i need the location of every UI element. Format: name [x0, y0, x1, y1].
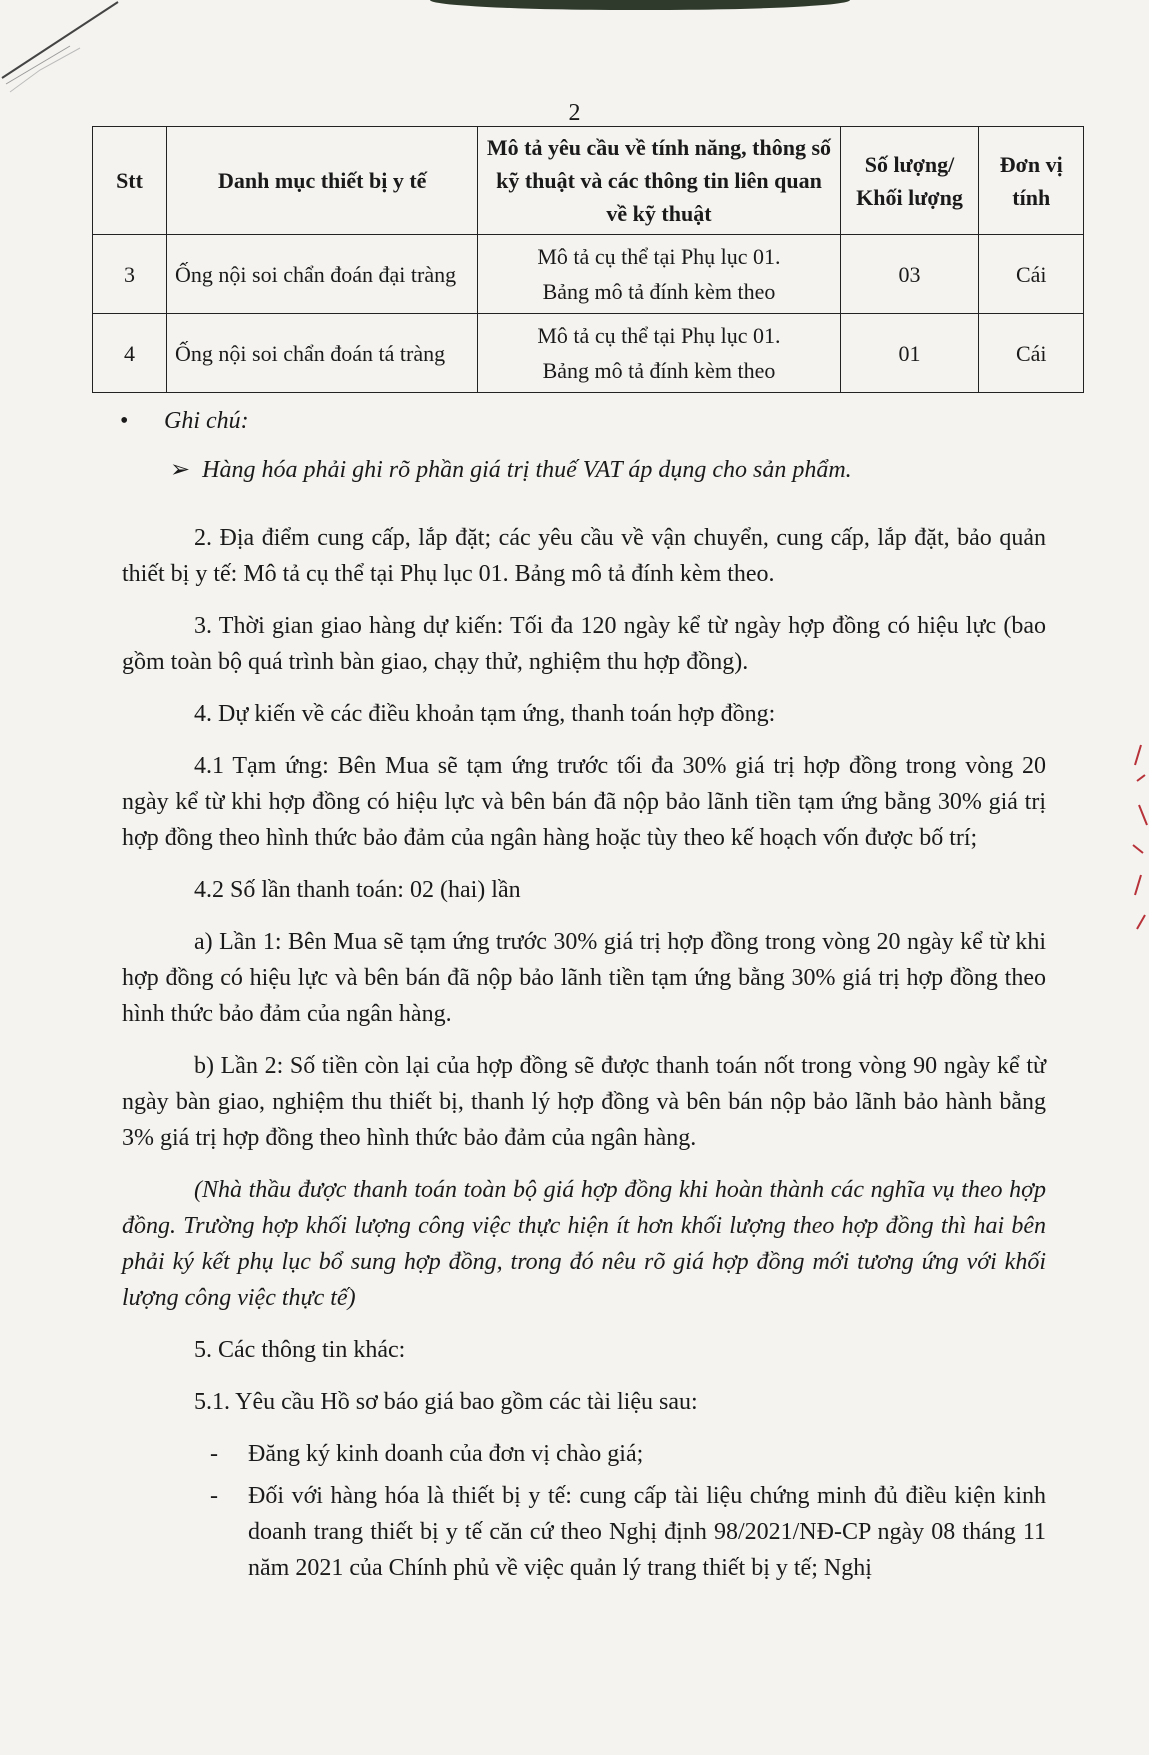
cell-qty: 01 [840, 314, 979, 393]
table-row [93, 314, 1084, 393]
paragraph-2: 2. Địa điểm cung cấp, lắp đặt; các yêu cầu về vận chuyển, cung cấp, lắp đặt, bảo quản thiết bị y tế: Mô tả cụ thể tại Phụ lục 01. Bảng mô tả đính kèm theo. [122, 525, 1046, 587]
table-header-row [93, 127, 1084, 235]
paragraph-a: a) Lần 1: Bên Mua sẽ tạm ứng trước 30% giá trị hợp đồng trong vòng 20 ngày kể từ khi hợp đồng có hiệu lực và bên bán đã nộp bảo lãnh tiền tạm ứng bằng 30% giá trị hợp đồng theo hình thức bảo đảm của ngân hàng. [122, 929, 1046, 1027]
note-item [170, 455, 852, 484]
paragraph-4-2: 4.2 Số lần thanh toán: 02 (hai) lần [194, 877, 521, 903]
cell-desc [478, 235, 840, 314]
note-title: Ghi chú: [164, 408, 249, 434]
header-unit: Đơn vị tính [979, 127, 1084, 235]
header-qty: Số lượng/ Khối lượng [840, 127, 979, 235]
cell-desc-line2: Bảng mô tả đính kèm theo [542, 358, 776, 383]
scan-shadow [430, 0, 850, 10]
cell-name: Ống nội soi chẩn đoán tá tràng [167, 314, 478, 393]
stamp-edge-mark [1119, 735, 1149, 935]
dash-bullet-icon: - [210, 1441, 218, 1467]
cell-name: Ống nội soi chẩn đoán đại tràng [167, 235, 478, 314]
body-text [122, 520, 1046, 1592]
cell-desc-line2: Bảng mô tả đính kèm theo [542, 279, 776, 304]
header-name: Danh mục thiết bị y tế [167, 127, 478, 235]
paragraph-3: 3. Thời gian giao hàng dự kiến: Tối đa 120 ngày kể từ ngày hợp đồng có hiệu lực (bao gồm toàn bộ quá trình bàn giao, chạy thử, nghiệm thu hợp đồng). [122, 613, 1046, 675]
cell-qty: 03 [840, 235, 979, 314]
cell-desc-line1: Mô tả cụ thể tại Phụ lục 01. [537, 323, 781, 348]
table-row [93, 235, 1084, 314]
equipment-table [92, 126, 1084, 393]
header-desc: Mô tả yêu cầu về tính năng, thông số kỹ thuật và các thông tin liên quan về kỹ thuật [478, 127, 840, 235]
cell-desc-line1: Mô tả cụ thể tại Phụ lục 01. [537, 244, 781, 269]
header-stt: Stt [93, 127, 167, 235]
paragraph-4: 4. Dự kiến về các điều khoản tạm ứng, thanh toán hợp đồng: [194, 701, 776, 727]
paragraph-4-1: 4.1 Tạm ứng: Bên Mua sẽ tạm ứng trước tối đa 30% giá trị hợp đồng trong vòng 20 ngày kể từ khi hợp đồng có hiệu lực và bên bán đã nộp bảo lãnh tiền tạm ứng bằng 30% giá trị hợp đồng theo hình thức bảo đảm của ngân hàng hoặc tùy theo kế hoạch vốn được bố trí; [122, 753, 1046, 851]
dash-bullet-icon: - [210, 1483, 218, 1509]
document-list [122, 1436, 1046, 1586]
list-item-text: Đối với hàng hóa là thiết bị y tế: cung cấp tài liệu chứng minh đủ điều kiện kinh doanh trang thiết bị y tế căn cứ theo Nghị định 98/2021/NĐ-CP ngày 08 tháng 11 năm 2021 của Chính phủ về việc quản lý trang thiết bị y tế; Nghị [248, 1483, 1046, 1581]
paragraph-note-italic: (Nhà thầu được thanh toán toàn bộ giá hợp đồng khi hoàn thành các nghĩa vụ theo hợp đồng. Trường hợp khối lượng công việc thực hiện ít hơn khối lượng theo hợp đồng thì hai bên phải ký kết phụ lục bổ sung hợp đồng, trong đó nêu rõ giá hợp đồng mới tương ứng với khối lượng công việc thực tế) [122, 1177, 1046, 1311]
list-item-text: Đăng ký kinh doanh của đơn vị chào giá; [248, 1441, 644, 1467]
cell-unit: Cái [979, 314, 1084, 393]
corner-scratch-mark [0, 0, 140, 110]
cell-desc [478, 314, 840, 393]
arrow-bullet-icon: ➢ [170, 457, 191, 483]
paragraph-5-1: 5.1. Yêu cầu Hồ sơ báo giá bao gồm các tài liệu sau: [194, 1389, 698, 1415]
cell-stt: 3 [93, 235, 167, 314]
list-item [122, 1436, 1046, 1472]
paragraph-b: b) Lần 2: Số tiền còn lại của hợp đồng sẽ được thanh toán nốt trong vòng 90 ngày kể từ ngày bàn giao, nghiệm thu thiết bị, thanh lý hợp đồng và bên bán nộp bảo lãnh bảo hành bằng 3% giá trị hợp đồng theo hình thức bảo đảm của ngân hàng. [122, 1053, 1046, 1151]
cell-unit: Cái [979, 235, 1084, 314]
note-item-text: Hàng hóa phải ghi rõ phần giá trị thuế VAT áp dụng cho sản phẩm. [202, 457, 852, 483]
list-item [122, 1478, 1046, 1586]
page-number: 2 [568, 100, 581, 126]
note-heading [120, 408, 249, 435]
bullet-icon: • [120, 408, 129, 434]
cell-stt: 4 [93, 314, 167, 393]
paragraph-5: 5. Các thông tin khác: [194, 1337, 406, 1363]
